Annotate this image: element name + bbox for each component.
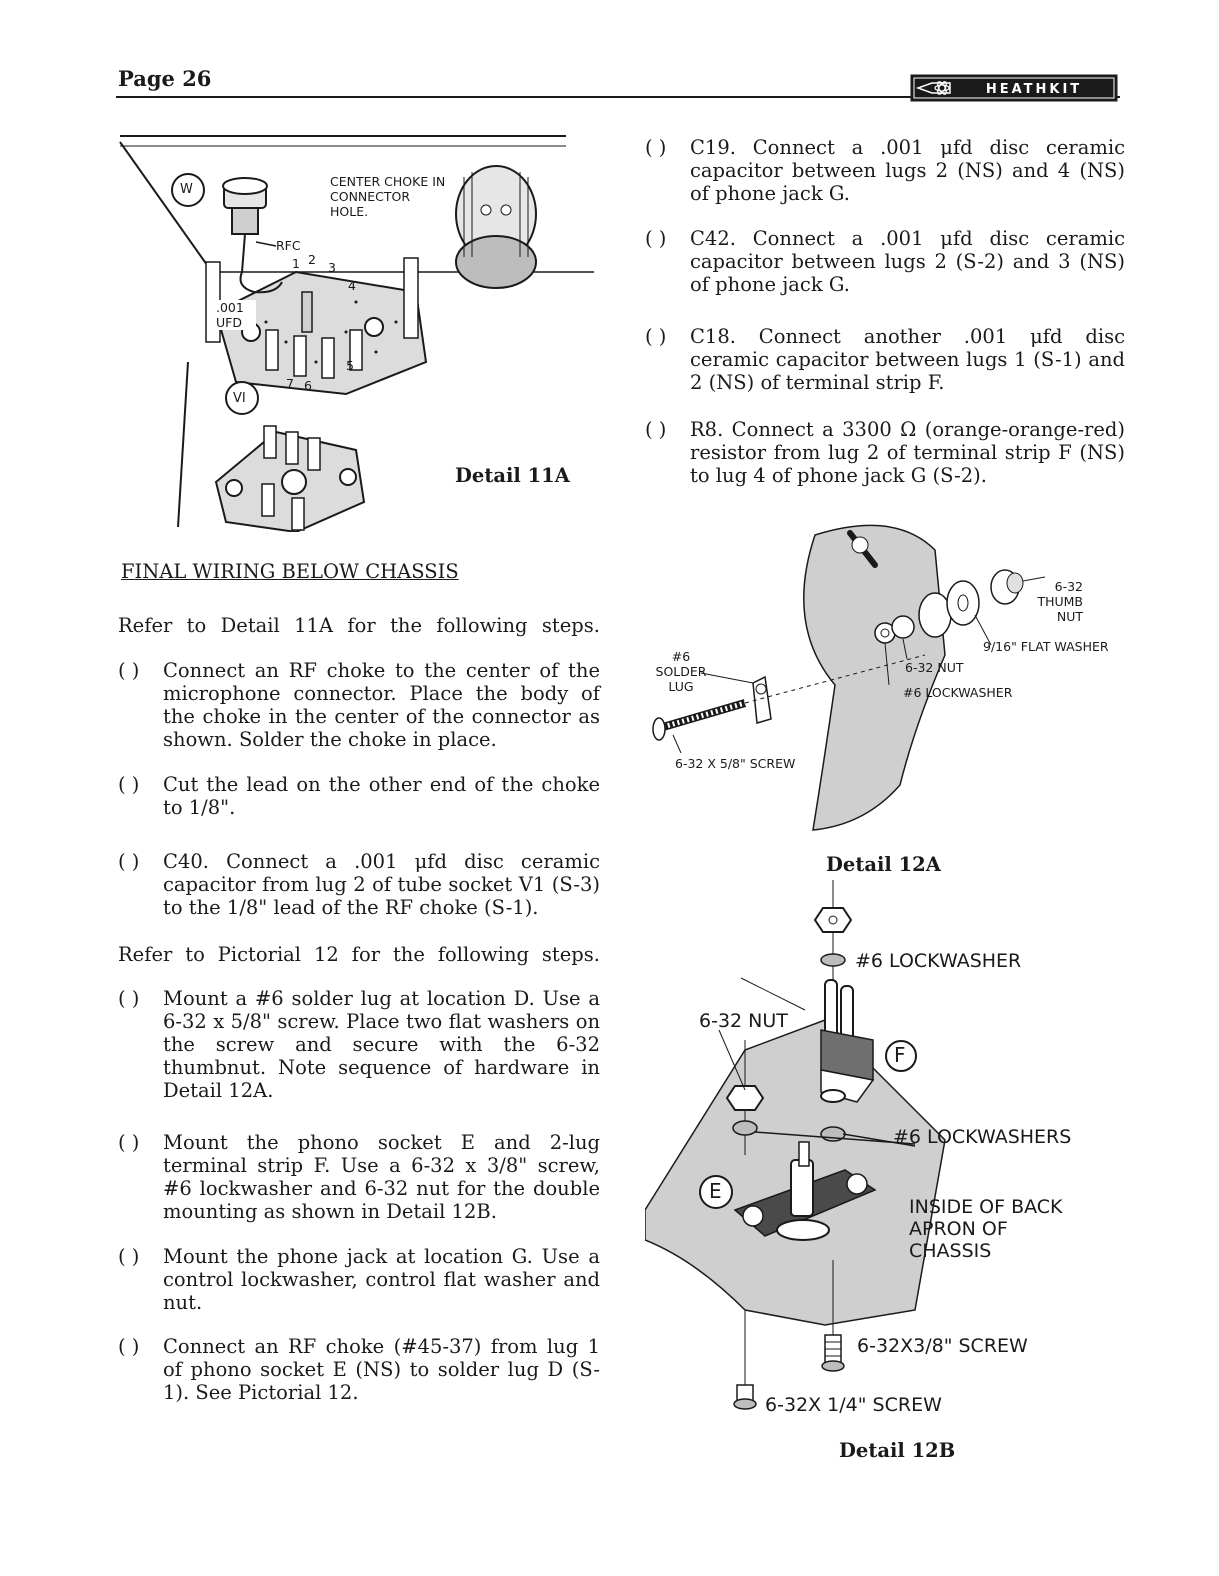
step-item [645, 227, 1125, 296]
step-text: Mount the phono socket E and 2-lug terminal strip F. Use a 6-32 x 3/8" screw, #6 lockwasher and 6-32 nut for the double mounting as shown in Detail 12B. [163, 1131, 600, 1223]
lug-6-label: 6 [304, 378, 312, 393]
inside-apron-label: INSIDE OF BACK APRON OF CHASSIS [909, 1196, 1063, 1262]
center-choke-label: CENTER CHOKE IN CONNECTOR HOLE. [330, 174, 446, 219]
lockwasher-label: #6 LOCKWASHER [903, 685, 1013, 700]
step-checkbox[interactable]: ( ) [118, 1131, 140, 1154]
step-text: Mount a #6 solder lug at location D. Use a 6-32 x 5/8" screw. Place two flat washers on the screw and secure with the 6-32 thumbnut. Note sequence of hardware in Detail 12A. [163, 987, 600, 1102]
step-text: C18. Connect another .001 μfd disc ceramic capacitor between lugs 1 (S-1) and 2 (NS) of terminal strip F. [690, 325, 1125, 394]
step-checkbox[interactable]: ( ) [645, 418, 667, 441]
detail-12a-caption: Detail 12A [826, 853, 941, 876]
screw-label: 6-32 X 5/8" SCREW [675, 756, 796, 771]
step-item [118, 850, 600, 919]
lockwashers-label: #6 LOCKWASHERS [893, 1126, 1072, 1148]
step-text: C40. Connect a .001 μfd disc ceramic capacitor from lug 2 of tube socket V1 (S-3) to the 1/8" lead of the RF choke (S-1). [163, 850, 600, 919]
step-checkbox[interactable]: ( ) [118, 773, 140, 796]
lug-7-label: 7 [286, 376, 294, 391]
step-item [118, 987, 600, 1102]
screw-38-label: 6-32X3/8" SCREW [857, 1335, 1028, 1357]
nut-label: 6-32 NUT [905, 660, 964, 675]
lug-5-label: 5 [346, 358, 354, 373]
step-text: Connect an RF choke (#45-37) from lug 1 of phono socket E (NS) to solder lug D (S-1). See Pictorial 12. [163, 1335, 600, 1404]
lug-3-label: 3 [328, 260, 336, 275]
thumb-nut-label: 6-32 THUMB NUT [1037, 579, 1083, 624]
nut-label: 6-32 NUT [699, 1010, 788, 1032]
lockwasher-label: #6 LOCKWASHER [855, 950, 1022, 972]
step-checkbox[interactable]: ( ) [118, 987, 140, 1010]
flat-washer-label: 9/16" FLAT WASHER [983, 639, 1109, 654]
step-checkbox[interactable]: ( ) [118, 659, 140, 682]
step-item [645, 325, 1125, 394]
step-checkbox[interactable]: ( ) [118, 1245, 140, 1268]
step-checkbox[interactable]: ( ) [645, 136, 667, 159]
svg-text:HEATHKIT: HEATHKIT [985, 82, 1083, 97]
heathkit-logo [910, 74, 1118, 102]
intro-paragraph-1: Refer to Detail 11A for the following steps. [118, 614, 600, 637]
w-label: W [180, 182, 193, 197]
step-item [645, 136, 1125, 205]
step-item [118, 773, 600, 819]
step-text: Mount the phone jack at location G. Use a control lockwasher, control flat washer and nut. [163, 1245, 600, 1314]
e-label: E [709, 1179, 722, 1203]
page-number: Page 26 [118, 66, 212, 91]
step-item [118, 1131, 600, 1223]
step-item [118, 1335, 600, 1404]
step-text: C42. Connect a .001 μfd disc ceramic capacitor between lugs 2 (S-2) and 3 (NS) of phone jack G. [690, 227, 1125, 296]
detail-12b-figure [645, 880, 1115, 1440]
step-text: Cut the lead on the other end of the choke to 1/8". [163, 773, 600, 819]
step-item [118, 659, 600, 751]
step-checkbox[interactable]: ( ) [118, 850, 140, 873]
step-checkbox[interactable]: ( ) [118, 1335, 140, 1358]
step-text: R8. Connect a 3300 Ω (orange-orange-red) resistor from lug 2 of terminal strip F (NS) to lug 4 of phone jack G (S-2). [690, 418, 1125, 487]
f-label: F [894, 1043, 906, 1067]
lug-2-label: 2 [308, 252, 316, 267]
v1-label: VI [233, 391, 246, 406]
detail-12a-figure [645, 505, 1115, 840]
solder-lug-label: #6 SOLDER LUG [655, 649, 707, 694]
step-text: C19. Connect a .001 μfd disc ceramic capacitor between lugs 2 (NS) and 4 (NS) of phone jack G. [690, 136, 1125, 205]
capacitor-label: .001 UFD [216, 300, 256, 330]
lug-1-label: 1 [292, 256, 300, 271]
lug-4-label: 4 [348, 278, 356, 293]
step-checkbox[interactable]: ( ) [645, 227, 667, 250]
section-heading: FINAL WIRING BELOW CHASSIS [121, 560, 459, 583]
intro-paragraph-2: Refer to Pictorial 12 for the following steps. [118, 943, 600, 966]
screw-14-label: 6-32X 1/4" SCREW [765, 1394, 942, 1416]
rfc-label: RFC [276, 238, 301, 253]
step-checkbox[interactable]: ( ) [645, 325, 667, 348]
detail-12b-caption: Detail 12B [839, 1439, 956, 1462]
detail-11a-caption: Detail 11A [455, 464, 570, 487]
step-item [118, 1245, 600, 1314]
step-item [645, 418, 1125, 487]
step-text: Connect an RF choke to the center of the microphone connector. Place the body of the choke in the center of the connector as shown. Solder the choke in place. [163, 659, 600, 751]
